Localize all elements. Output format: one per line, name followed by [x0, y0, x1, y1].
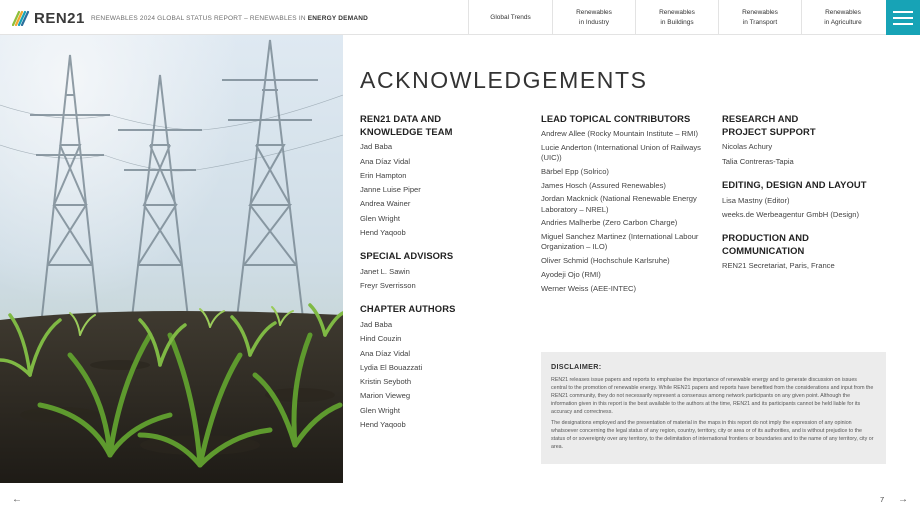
credit-name: Jad Baba	[360, 142, 393, 152]
credit-name: Werner Weiss (AEE-INTEC)	[541, 283, 637, 293]
report-title-prefix: RENEWABLES 2024 GLOBAL STATUS REPORT – RENEWABLES IN	[91, 15, 308, 22]
credit-name: Kristin Seyboth	[360, 377, 412, 386]
section-research-project-support	[722, 113, 892, 167]
credits-column-3	[722, 113, 892, 284]
menu-line	[893, 11, 913, 13]
credit-name: Jordan Macknick (National Renewable Energy Laboratory – NREL)	[541, 194, 697, 214]
nav-renewables-industry[interactable]: Renewables in Industry	[552, 0, 635, 35]
top-header	[0, 0, 920, 35]
section-heading: EDITING, DESIGN AND LAYOUT	[722, 178, 867, 190]
credit-name: Talia Contreras-Tapia	[722, 156, 794, 166]
section-data-knowledge-team	[360, 113, 530, 238]
credit-name: Ana Díaz Vidal	[360, 348, 411, 358]
logo-text: REN21	[34, 9, 85, 27]
credit-name: REN21 Secretariat, Paris, France	[722, 261, 835, 271]
section-heading: CHAPTER AUTHORS	[360, 303, 456, 315]
page-title: ACKNOWLEDGEMENTS	[360, 67, 648, 93]
credits-column-2	[541, 113, 711, 306]
nav-global-trends[interactable]: Global Trends	[468, 0, 552, 35]
section-lead-topical-contributors	[541, 113, 711, 294]
corn-field-pylons-image	[0, 35, 343, 483]
report-title-bold: ENERGY DEMAND	[307, 15, 369, 22]
credit-name: Freyr Sverrisson	[360, 281, 416, 291]
credit-name: Glen Wright	[360, 405, 400, 415]
credit-name: Janet L. Sawin	[360, 266, 410, 276]
section-heading: SPECIAL ADVISORS	[360, 250, 454, 262]
report-title	[91, 15, 368, 22]
nav-renewables-buildings[interactable]: Renewables in Buildings	[635, 0, 718, 35]
credit-name: Lucie Anderton (International Union of Railways (UIC))	[541, 142, 701, 163]
section-editing-design-layout	[722, 179, 892, 220]
credit-name: Erin Hampton	[360, 170, 407, 180]
credit-name: Andrea Wainer	[360, 199, 411, 209]
arrow-left-icon[interactable]: ←	[12, 494, 22, 505]
credits-column-1	[360, 113, 530, 442]
disclaimer-box	[541, 352, 886, 464]
credit-name: weeks.de Werbeagentur GmbH (Design)	[722, 209, 860, 219]
menu-line	[893, 17, 913, 19]
disclaimer-paragraph: REN21 releases issue papers and reports to emphasise the importance of renewable energy and to generate discussion on issues central to the promotion of renewable energy. While REN21 papers and reports have benefited from the considerations and input from the REN21 community, they do not necessarily represent a consensus among network participants on any given point. Although the information given in this report is the best available to the authors at the time, REN21 and its participants cannot be held liable for its accuracy and correctness.	[551, 377, 874, 416]
credit-name: Janne Luise Piper	[360, 185, 421, 195]
disclaimer-paragraph: The designations employed and the presentation of material in the maps in this report do not imply the expression of any opinion whatsoever concerning the legal status of any region, country, territory, city or area or of its authorities, and is without prejudice to the status of or sovereignty over any territory, to the delimitation of international frontiers or boundaries and to the name of any territory, city or area.	[551, 420, 874, 451]
section-production-communication	[722, 232, 892, 272]
credit-name: James Hosch (Assured Renewables)	[541, 180, 666, 190]
credit-name: Bärbel Epp (Solrico)	[541, 166, 609, 176]
nav-renewables-agriculture[interactable]: Renewables in Agriculture	[801, 0, 884, 35]
credit-name: Andrew Allee (Rocky Mountain Institute – RMI)	[541, 129, 699, 139]
credit-name: Oliver Schmid (Hochschule Karlsruhe)	[541, 256, 670, 266]
menu-line	[893, 23, 913, 25]
section-heading: REN21 DATA AND KNOWLEDGE TEAM	[360, 113, 453, 137]
nav-renewables-transport[interactable]: Renewables in Transport	[718, 0, 801, 35]
cover-photo	[0, 35, 343, 483]
credit-name: Marion Vieweg	[360, 391, 411, 401]
logo-mark-icon	[12, 10, 30, 26]
credit-name: Ana Díaz Vidal	[360, 156, 411, 166]
credit-name: Glen Wright	[360, 213, 400, 223]
section-chapter-authors	[360, 303, 530, 430]
credit-name: Hend Yaqoob	[360, 227, 406, 237]
section-special-advisors	[360, 250, 530, 291]
credit-name: Ayodeji Ojo (RMI)	[541, 269, 601, 279]
credit-name: Nicolas Achury	[722, 142, 773, 152]
main-nav	[468, 0, 884, 35]
credit-name: Hend Yaqoob	[360, 419, 406, 429]
credit-name: Lydia El Bouazzati	[360, 362, 423, 372]
section-heading: RESEARCH AND PROJECT SUPPORT	[722, 113, 816, 137]
disclaimer-heading: DISCLAIMER:	[551, 362, 602, 371]
ren21-logo[interactable]	[12, 10, 85, 26]
credit-name: Hind Couzin	[360, 334, 402, 344]
section-heading: LEAD TOPICAL CONTRIBUTORS	[541, 113, 691, 124]
credit-name: Andries Malherbe (Zero Carbon Charge)	[541, 218, 678, 228]
credit-name: Miguel Sanchez Martinez (International Labour Organization – ILO)	[541, 232, 699, 252]
section-heading: PRODUCTION AND COMMUNICATION	[722, 232, 809, 256]
hamburger-icon[interactable]	[886, 0, 920, 35]
arrow-right-icon[interactable]: →	[898, 494, 908, 505]
credit-name: Lisa Mastny (Editor)	[722, 195, 790, 205]
credit-name: Jad Baba	[360, 320, 393, 329]
page-number: 7	[880, 495, 885, 504]
